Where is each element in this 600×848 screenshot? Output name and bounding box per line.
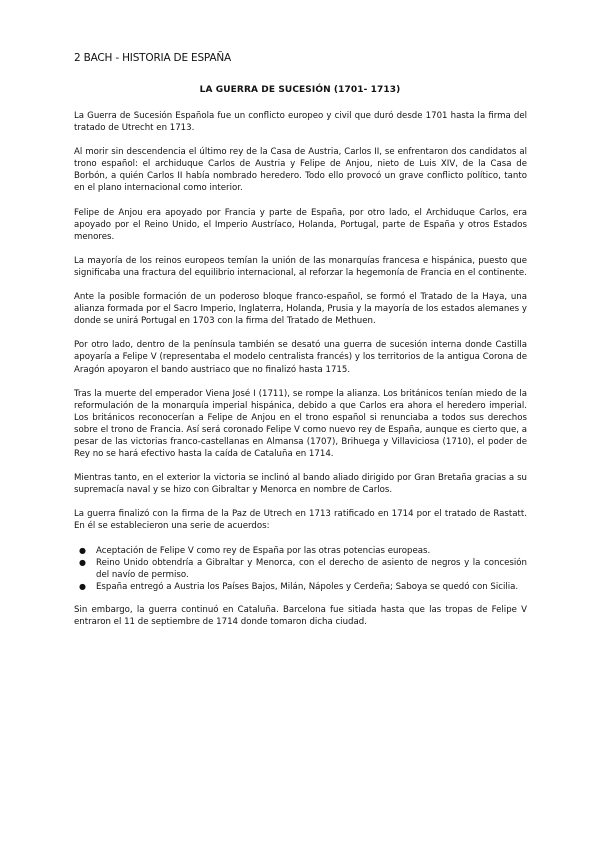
list-item: [74, 581, 527, 593]
document-title: LA GUERRA DE SUCESIÓN (1701- 1713): [199, 85, 401, 95]
list-item: [74, 557, 527, 581]
bullet-icon: ●: [79, 557, 86, 567]
course-header: 2 BACH - HISTORIA DE ESPAÑA: [74, 52, 231, 64]
paragraph-european-fears: La mayoría de los reinos europeos temían la unión de las monarquías francesa e hispánica, puesto que significaba una fractura del equilibrio internacional, al reforzar la hegemonía de Francia en el continente.: [74, 255, 527, 278]
paragraph-candidates: Al morir sin descendencia el último rey de la Casa de Austria, Carlos II, se enfrentaron dos candidatos al trono español: el archiduque Carlos de Austria y Felipe de Anjou, nieto de Luis XIV, de la Casa de Borbón, a quién Carlos II había nombrado heredero. Todo ello provocó un grave conflicto político, tanto en el plano internacional como interior.: [74, 147, 527, 194]
paragraph-exterior-victory: Mientras tanto, en el exterior la victoria se inclinó al bando aliado dirigido por Gran Bretaña gracias a su supremacía naval y se hizo con Gibraltar y Menorca en nombre de Carlos.: [74, 473, 527, 496]
paragraph-internal-war: Por otro lado, dentro de la península también se desató una guerra de sucesión interna donde Castilla apoyaría a Felipe V (representaba el modelo centralista francés) y los territorios de la antigua Corona de Aragón apoyaron el bando austriaco que no finalizó hasta 1715.: [74, 340, 527, 375]
document-body: [74, 110, 527, 640]
paragraph-hague-treaty: Ante la posible formación de un poderoso bloque franco-español, se formó el Tratado de la Haya, una alianza formada por el Sacro Imperio, Inglaterra, Holanda, Prusia y la mayoría de los estados alemanes y donde se unirá Portugal en 1703 con la firma del Tratado de Methuen.: [74, 292, 527, 327]
bullet-icon: ●: [79, 545, 86, 555]
paragraph-peace-utrecht: La guerra finalizó con la firma de la Paz de Utrech en 1713 ratificado en 1714 por el tratado de Rastatt. En él se establecieron una serie de acuerdos:: [74, 509, 527, 532]
paragraph-alliance-break: Tras la muerte del emperador Viena José I (1711), se rompe la alianza. Los británicos tenían miedo de la reformulación de la monarquía imperial hispánica, debido a que Carlos era ahora el heredero imperial. Los británicos reconocerían a Felipe de Anjou en el trono español si renunciaba a todos sus derechos sobre el trono de Francia. Así será coronado Felipe V como nuevo rey de España, aunque es cierto que, a pesar de las victorias franco-castellanas en Almansa (1707), Brihuega y Villaviciosa (1710), el poder de Rey no se hará efectivo hasta la caída de Cataluña en 1714.: [74, 388, 527, 460]
paragraph-intro: La Guerra de Sucesión Española fue un conflicto europeo y civil que duró desde 1701 hasta la firma del tratado de Utrecht en 1713.: [74, 111, 527, 134]
agreements-list: [74, 545, 527, 593]
bullet-icon: ●: [79, 581, 86, 591]
list-item-text: Reino Unido obtendría a Gibraltar y Menorca, con el derecho de asiento de negros y la concesión del navío de permiso.: [96, 557, 527, 580]
paragraph-closing: Sin embargo, la guerra continuó en Cataluña. Barcelona fue sitiada hasta que las tropas de Felipe V entraron el 11 de septiembre de 1714 donde tomaron dicha ciudad.: [74, 604, 527, 627]
paragraph-alliances: Felipe de Anjou era apoyado por Francia y parte de España, por otro lado, el Archiduque Carlos, era apoyado por el Reino Unido, el Imperio Austríaco, Holanda, Portugal, parte de España y otros Estados menores.: [74, 207, 527, 242]
list-item-text: Aceptación de Felipe V como rey de España por las otras potencias europeas.: [96, 545, 431, 556]
list-item-text: España entregó a Austria los Países Bajos, Milán, Nápoles y Cerdeña; Saboya se quedó con Sicilia.: [96, 581, 519, 592]
list-item: [74, 545, 527, 557]
